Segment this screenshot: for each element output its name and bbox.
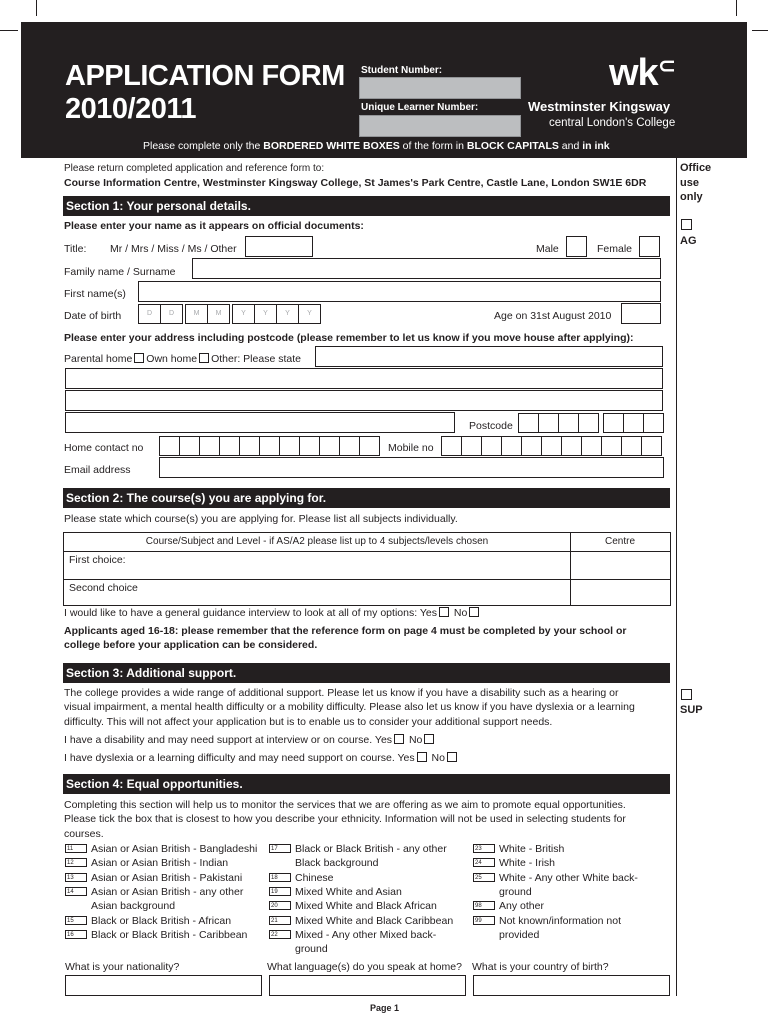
- mobile-cell[interactable]: [501, 436, 522, 456]
- female-checkbox[interactable]: [639, 236, 660, 257]
- language-label: What language(s) do you speak at home?: [267, 961, 462, 973]
- male-checkbox[interactable]: [566, 236, 587, 257]
- disability-row: I have a disability and may need support at interview or on course. Yes No: [64, 734, 436, 746]
- header-banner: [21, 22, 747, 158]
- home-contact-cell[interactable]: [339, 436, 360, 456]
- female-label: Female: [597, 243, 633, 255]
- guidance-label: I would like to have a general guidance interview to look at all of my options: Yes: [64, 607, 437, 619]
- home-contact-cell[interactable]: [319, 436, 340, 456]
- page-number: Page 1: [370, 1003, 400, 1013]
- ethnicity-option-label: Asian or Asian British - Indian: [91, 857, 229, 870]
- ethnicity-option-label: ground: [295, 943, 328, 956]
- age-field[interactable]: [621, 303, 661, 324]
- college-name: Westminster Kingsway: [528, 99, 671, 114]
- birth-country-field[interactable]: [473, 975, 670, 996]
- postcode-cell[interactable]: [518, 413, 539, 433]
- mobile-label: Mobile no: [388, 442, 434, 454]
- title-options: Mr / Mrs / Miss / Ms / Other: [110, 243, 237, 255]
- uln-field[interactable]: [359, 115, 521, 137]
- address-line-1[interactable]: [65, 368, 663, 389]
- home-contact-cell[interactable]: [199, 436, 220, 456]
- ethnicity-option-label: Asian or Asian British - any other: [91, 885, 244, 898]
- language-field[interactable]: [269, 975, 466, 996]
- home-contact-label: Home contact no: [64, 442, 144, 454]
- applicants-note-line1: Applicants aged 16-18: please remember that the reference form on page 4 must be completed by your school or: [64, 625, 627, 637]
- ethnicity-checkbox[interactable]: 23: [473, 844, 495, 853]
- first-names-label: First name(s): [64, 288, 126, 300]
- postcode-cell[interactable]: [623, 413, 644, 433]
- other-home-label: Other: Please state: [211, 353, 301, 365]
- header-instruction: Please complete only the BORDERED WHITE BOXES of the form in BLOCK CAPITALS and in ink: [143, 140, 610, 152]
- office-divider: [676, 158, 677, 996]
- age-label: Age on 31st August 2010: [494, 310, 612, 322]
- home-contact-cell[interactable]: [239, 436, 260, 456]
- family-name-field[interactable]: [192, 258, 661, 279]
- dob-cell[interactable]: D: [160, 304, 183, 324]
- ethnicity-checkbox[interactable]: 12: [65, 858, 87, 867]
- ethnicity-option-label: Asian or Asian British - Pakistani: [91, 871, 243, 884]
- mobile-cell[interactable]: [481, 436, 502, 456]
- first-choice-label: First choice:: [69, 554, 126, 566]
- dyslexia-no-checkbox[interactable]: [447, 752, 457, 762]
- ethnicity-option-label: ground: [499, 885, 532, 898]
- ethnicity-option-label: Not known/information not: [499, 914, 621, 927]
- own-home-label: Own home: [146, 353, 198, 365]
- nationality-label: What is your nationality?: [65, 961, 180, 973]
- ethnicity-checkbox[interactable]: 21: [269, 916, 291, 925]
- section1-heading: Section 1: Your personal details.: [63, 196, 670, 216]
- office-ag-checkbox[interactable]: [681, 219, 692, 230]
- dob-cell[interactable]: Y: [232, 304, 255, 324]
- office-ag-label: AG: [680, 235, 697, 247]
- postcode-cell[interactable]: [643, 413, 664, 433]
- ethnicity-option-label: Any other: [499, 900, 544, 913]
- address-instruction: Please enter your address including postcode (please remember to let us know if you move house after applying):: [64, 332, 634, 344]
- dob-cell[interactable]: Y: [254, 304, 277, 324]
- dob-cell[interactable]: D: [138, 304, 161, 324]
- crop-mark: [36, 0, 37, 16]
- form-year: 2010/2011: [65, 93, 196, 125]
- section4-heading: Section 4: Equal opportunities.: [63, 774, 670, 794]
- support-paragraph: The college provides a wide range of additional support. Please let us know if you have a disability such as a hearing or visual impairment, a mental health difficulty or a mobility difficulty. Please also let us know if you have dyslexia or a learning difficulty. This will not affect your application but is to enable us to consider your additional support needs.: [64, 687, 635, 728]
- mobile-cell[interactable]: [541, 436, 562, 456]
- disability-yes-checkbox[interactable]: [394, 734, 404, 744]
- first-names-field[interactable]: [138, 281, 661, 302]
- dob-label: Date of birth: [64, 310, 122, 322]
- course-table: [63, 532, 671, 606]
- dob-cell[interactable]: M: [185, 304, 208, 324]
- ethnicity-option-label: White - British: [499, 843, 565, 855]
- guidance-no-label: No: [453, 607, 468, 619]
- ethnicity-option-label: Mixed White and Black Caribbean: [295, 914, 454, 927]
- equal-ops-paragraph: Completing this section will help us to monitor the services that we are offering as we aim to promote equal opportunities. Please tick the box that is closest to how you describe your ethnicity. Information will not be used in selecting students for courses.: [64, 799, 626, 840]
- home-contact-cell[interactable]: [359, 436, 380, 456]
- home-contact-cell[interactable]: [259, 436, 280, 456]
- crop-mark: [752, 30, 768, 31]
- home-contact-cell[interactable]: [159, 436, 180, 456]
- section3-heading: Section 3: Additional support.: [63, 663, 670, 683]
- home-contact-cell[interactable]: [219, 436, 240, 456]
- section2-heading: Section 2: The course(s) you are applying for.: [63, 488, 670, 508]
- parental-home-label: Parental home: [64, 353, 133, 365]
- email-field[interactable]: [159, 457, 664, 478]
- crop-mark: [0, 30, 18, 31]
- ethnicity-option-label: White - Any other White back-: [499, 871, 638, 884]
- first-choice-field[interactable]: [64, 551, 571, 580]
- dyslexia-label: I have dyslexia or a learning difficulty and may need support on course.: [64, 752, 395, 764]
- college-logo: wk⊂: [609, 52, 676, 94]
- ethnicity-option-label: Mixed - Any other Mixed back-: [295, 928, 437, 941]
- ethnicity-checkbox[interactable]: 11: [65, 844, 87, 853]
- student-number-field[interactable]: [359, 77, 521, 99]
- home-contact-cell[interactable]: [299, 436, 320, 456]
- address-line-2[interactable]: [65, 390, 663, 411]
- ethnicity-option-label: Chinese: [295, 871, 334, 884]
- mobile-cell[interactable]: [641, 436, 662, 456]
- mobile-cell[interactable]: [621, 436, 642, 456]
- postcode-cell[interactable]: [603, 413, 624, 433]
- home-type-row: [64, 353, 301, 365]
- birth-country-label: What is your country of birth?: [472, 961, 609, 973]
- name-instruction: Please enter your name as it appears on official documents:: [64, 220, 364, 232]
- ethnicity-checkbox[interactable]: 15: [65, 916, 87, 925]
- postcode-cell[interactable]: [578, 413, 599, 433]
- second-choice-field[interactable]: [64, 579, 571, 605]
- guidance-no-checkbox[interactable]: [469, 607, 479, 617]
- dob-cell[interactable]: M: [207, 304, 230, 324]
- ethnicity-checkbox[interactable]: 19: [269, 887, 291, 896]
- ethnicity-option-label: Mixed White and Asian: [295, 885, 402, 898]
- mobile-cell[interactable]: [601, 436, 622, 456]
- first-choice-centre-field[interactable]: [570, 551, 670, 580]
- student-number-label: Student Number:: [361, 65, 443, 76]
- ethnicity-option-label: Mixed White and Black African: [295, 900, 437, 913]
- ethnicity-checkbox[interactable]: 13: [65, 873, 87, 882]
- disability-label: I have a disability and may need support at interview or on course.: [64, 734, 373, 746]
- return-address: Course Information Centre, Westminster Kingsway College, St James's Park Centre, Castle Lane, London SW1E 6DR: [64, 177, 647, 189]
- dob-cell[interactable]: Y: [276, 304, 299, 324]
- return-instruction: Please return completed application and reference form to:: [64, 163, 325, 174]
- dyslexia-row: I have dyslexia or a learning difficulty and may need support on course. Yes No: [64, 752, 459, 764]
- postcode-cell[interactable]: [538, 413, 559, 433]
- email-label: Email address: [64, 464, 131, 476]
- home-contact-cell[interactable]: [179, 436, 200, 456]
- office-sup-label: SUP: [680, 704, 703, 716]
- ethnicity-option-label: provided: [499, 928, 540, 941]
- ethnicity-checkbox[interactable]: 98: [473, 901, 495, 910]
- other-home-field[interactable]: [315, 346, 663, 367]
- course-column-header: Course/Subject and Level - if AS/A2 please list up to 4 subjects/levels chosen: [64, 533, 571, 552]
- own-home-checkbox[interactable]: [199, 353, 209, 363]
- crop-mark: [736, 0, 737, 16]
- title-other-field[interactable]: [245, 236, 313, 257]
- ethnicity-checkbox[interactable]: 20: [269, 901, 291, 910]
- parental-home-checkbox[interactable]: [134, 353, 144, 363]
- logo-mark-icon: ⊂: [657, 53, 676, 78]
- mobile-cell[interactable]: [441, 436, 462, 456]
- second-choice-centre-field[interactable]: [570, 579, 670, 605]
- ethnicity-option-label: Asian or Asian British - Bangladeshi: [91, 843, 258, 855]
- ethnicity-checkbox[interactable]: 22: [269, 930, 291, 939]
- ethnicity-checkbox[interactable]: 17: [269, 844, 291, 853]
- ethnicity-checkbox[interactable]: 99: [473, 916, 495, 925]
- ethnicity-checkbox[interactable]: 14: [65, 887, 87, 896]
- guidance-row: [64, 607, 481, 619]
- address-line-3[interactable]: [65, 412, 455, 433]
- course-instruction: Please state which course(s) you are applying for. Please list all subjects individually.: [64, 513, 458, 525]
- college-tagline: central London's College: [549, 117, 676, 129]
- ethnicity-option-label: Asian background: [91, 900, 176, 913]
- mobile-cell[interactable]: [521, 436, 542, 456]
- office-use-label: Office use only: [680, 162, 712, 203]
- nationality-field[interactable]: [65, 975, 262, 996]
- dyslexia-yes-checkbox[interactable]: [417, 752, 427, 762]
- ethnicity-option-label: Black or Black British - Caribbean: [91, 928, 248, 941]
- ethnicity-checkbox[interactable]: 25: [473, 873, 495, 882]
- postcode-label: Postcode: [469, 420, 513, 432]
- male-label: Male: [536, 243, 559, 255]
- postcode-cell[interactable]: [558, 413, 579, 433]
- mobile-cell[interactable]: [461, 436, 482, 456]
- ethnicity-option-label: White - Irish: [499, 857, 556, 870]
- ethnicity-option-label: Black or Black British - African: [91, 914, 232, 927]
- mobile-cell[interactable]: [581, 436, 602, 456]
- uln-label: Unique Learner Number:: [361, 102, 479, 113]
- mobile-cell[interactable]: [561, 436, 582, 456]
- ethnicity-checkbox[interactable]: 16: [65, 930, 87, 939]
- home-contact-cell[interactable]: [279, 436, 300, 456]
- guidance-yes-checkbox[interactable]: [439, 607, 449, 617]
- second-choice-label: Second choice: [69, 582, 138, 594]
- family-name-label: Family name / Surname: [64, 266, 176, 278]
- ethnicity-checkbox[interactable]: 24: [473, 858, 495, 867]
- centre-column-header: Centre: [570, 533, 670, 552]
- title-label: Title:: [64, 243, 87, 255]
- office-sup-checkbox[interactable]: [681, 689, 692, 700]
- applicants-note-line2: college before your application can be considered.: [64, 639, 318, 651]
- ethnicity-option-label: Black background: [295, 857, 379, 870]
- disability-no-checkbox[interactable]: [424, 734, 434, 744]
- ethnicity-checkbox[interactable]: 18: [269, 873, 291, 882]
- form-title: APPLICATION FORM: [65, 60, 345, 92]
- ethnicity-option-label: Black or Black British - any other: [295, 843, 447, 855]
- dob-cell[interactable]: Y: [298, 304, 321, 324]
